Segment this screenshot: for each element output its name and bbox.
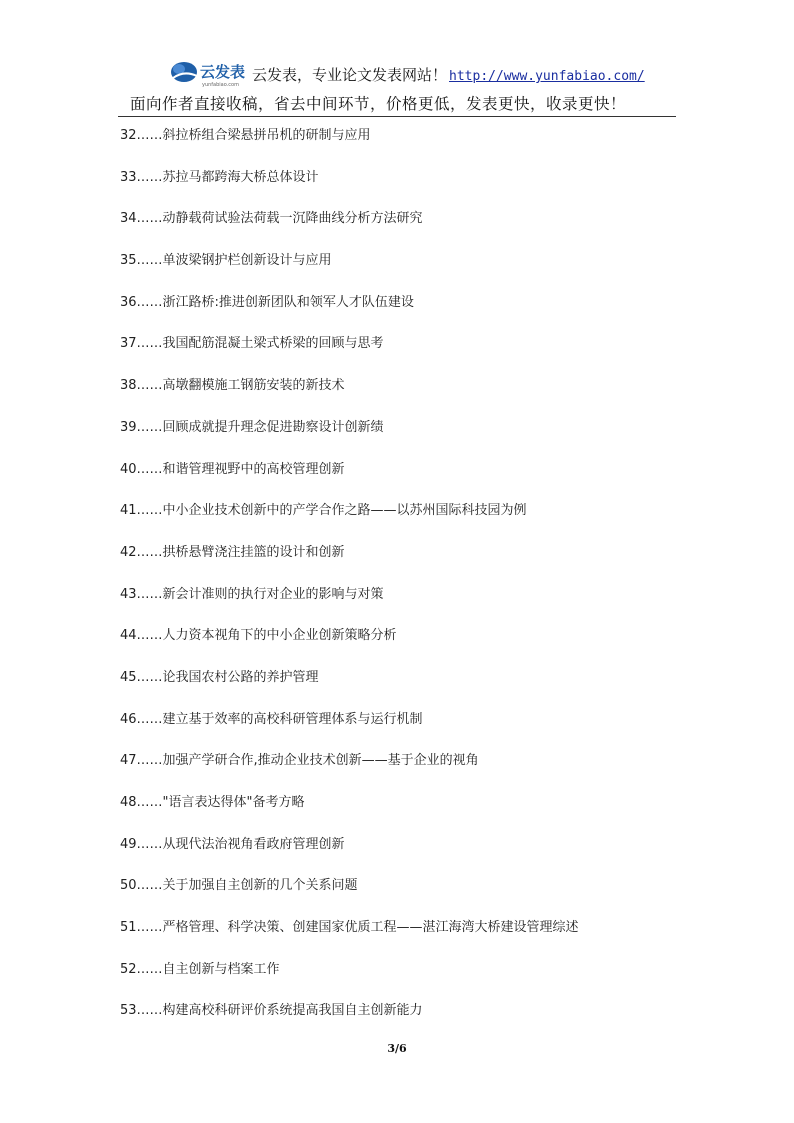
list-item: 39……回顾成就提升理念促进勘察设计创新绩 [120, 419, 384, 435]
page-number: 3/6 [387, 1042, 407, 1055]
list-item: 53……构建高校科研评价系统提高我国自主创新能力 [120, 1003, 423, 1019]
list-item: 37……我国配筋混凝土梁式桥梁的回顾与思考 [120, 336, 384, 352]
list-item: 38……高墩翻模施工钢筋安装的新技术 [120, 378, 345, 394]
list-item: 40……和谐管理视野中的高校管理创新 [120, 461, 345, 477]
list-item: 44……人力资本视角下的中小企业创新策略分析 [120, 628, 397, 644]
slogan-row [252, 64, 645, 85]
list-item: 50……关于加强自主创新的几个关系问题 [120, 878, 358, 894]
list-item: 41……中小企业技术创新中的产学合作之路——以苏州国际科技园为例 [120, 503, 527, 519]
list-item: 36……浙江路桥:推进创新团队和领军人才队伍建设 [120, 294, 414, 310]
logo-subtext: yunfabiao.com [202, 82, 239, 88]
list-item: 51……严格管理、科学决策、创建国家优质工程——湛江海湾大桥建设管理综述 [120, 920, 579, 936]
list-item: 47……加强产学研合作,推动企业技术创新——基于企业的视角 [120, 753, 479, 769]
article-list [120, 126, 680, 1043]
page-header [118, 54, 676, 117]
list-item: 43……新会计准则的执行对企业的影响与对策 [120, 586, 384, 602]
list-item: 48……"语言表达得体"备考方略 [120, 795, 305, 810]
list-item: 34……动静载荷试验法荷载一沉降曲线分析方法研究 [120, 211, 423, 227]
list-item: 35……单波梁钢护栏创新设计与应用 [120, 253, 332, 269]
list-item: 45……论我国农村公路的养护管理 [120, 669, 319, 685]
list-item: 33……苏拉马都跨海大桥总体设计 [120, 169, 319, 185]
tagline: 面向作者直接收稿，省去中间环节，价格更低，发表更快，收录更快！ [130, 95, 627, 113]
yunfabiao-logo[interactable] [170, 58, 250, 88]
list-item: 49……从现代法治视角看政府管理创新 [120, 836, 345, 852]
slogan: 云发表，专业论文发表网站！ [252, 66, 448, 84]
logo-text: 云发表 [200, 63, 246, 81]
list-item: 46……建立基于效率的高校科研管理体系与运行机制 [120, 711, 423, 727]
site-url-link[interactable]: http://www.yunfabiao.com/ [449, 69, 645, 84]
list-item: 42……拱桥悬臂浇注挂篮的设计和创新 [120, 544, 345, 560]
list-item: 32……斜拉桥组合梁悬拼吊机的研制与应用 [120, 128, 371, 143]
list-item: 52……自主创新与档案工作 [120, 961, 280, 977]
